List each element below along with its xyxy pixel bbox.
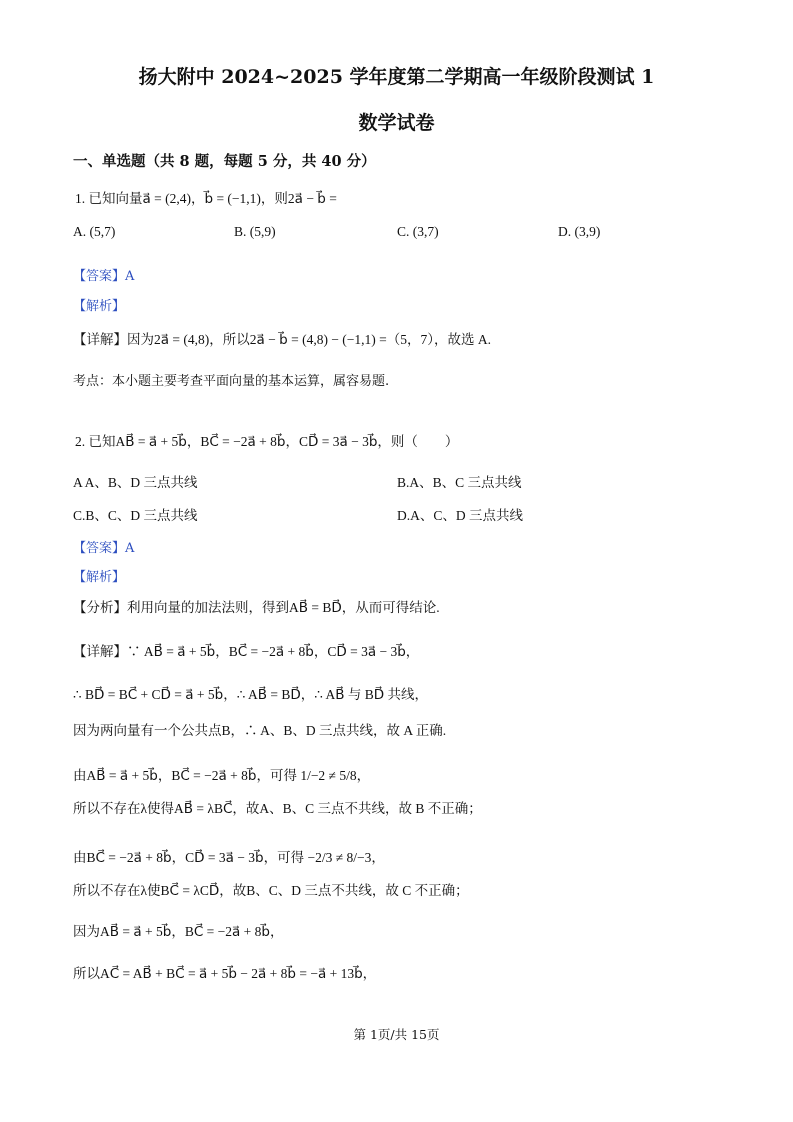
q2-detail-line: 【详解】∵ AB⃗ = a⃗ + 5b⃗，BC⃗ = −2a⃗ + 8b⃗，CD⃗ = 3a⃗ − 3b⃗，: [73, 644, 420, 659]
q2-stem: 2. 已知AB⃗ = a⃗ + 5b⃗，BC⃗ = −2a⃗ + 8b⃗，CD⃗ = 3a⃗ − 3b⃗，则（ ）: [75, 434, 459, 449]
q1-detail: 【详解】因为2a⃗ = (4,8)，所以2a⃗ − b⃗ = (4,8) − (−1,1) =（5，7），故选 A.: [73, 332, 492, 347]
q1-answer: 【答案】A: [73, 269, 135, 284]
q2-detail-line: 所以不存在λ使得AB⃗ = λBC⃗，故A、B、C 三点不共线，故 B 不正确；: [73, 801, 482, 816]
q2-detail-line: 因为AB⃗ = a⃗ + 5b⃗，BC⃗ = −2a⃗ + 8b⃗，: [73, 924, 284, 939]
document-subtitle: 数学试卷: [358, 112, 435, 134]
q2-analysis: 【解析】: [73, 570, 126, 585]
q1-option-c: C. (3,7): [397, 224, 439, 239]
q1-option-d: D. (3,9): [558, 224, 601, 239]
q2-option-c: C.B、C、D 三点共线: [73, 508, 198, 523]
q2-answer: 【答案】A: [73, 541, 135, 556]
q2-detail-line: 所以AC⃗ = AB⃗ + BC⃗ = a⃗ + 5b⃗ − 2a⃗ + 8b⃗ = −a⃗ + 13b⃗，: [73, 966, 377, 981]
section-heading: 一、单选题（共 8 题，每题 5 分，共 40 分）: [73, 153, 376, 170]
q1-stem: 1. 已知向量a⃗ = (2,4)，b⃗ = (−1,1)，则2a⃗ − b⃗ =: [75, 191, 337, 206]
q2-option-d: D.A、C、D 三点共线: [397, 508, 524, 523]
q2-fenxi: 【分析】利用向量的加法法则，得到AB⃗ = BD⃗，从而可得结论.: [73, 600, 440, 615]
q2-detail-line: 由AB⃗ = a⃗ + 5b⃗，BC⃗ = −2a⃗ + 8b⃗，可得 1/−2 ≠ 5/8，: [73, 768, 371, 783]
q2-detail-line: ∴ BD⃗ = BC⃗ + CD⃗ = a⃗ + 5b⃗，∴ AB⃗ = BD⃗，∴ AB⃗ 与 BD⃗ 共线，: [73, 687, 428, 702]
q2-option-a: A A、B、D 三点共线: [73, 475, 198, 490]
q2-detail-line: 因为两向量有一个公共点B，∴ A、B、D 三点共线，故 A 正确.: [73, 723, 447, 738]
document-title: 扬大附中 2024~2025 学年度第二学期高一年级阶段测试 1: [138, 66, 655, 88]
q2-detail-line: 所以不存在λ使BC⃗ = λCD⃗，故B、C、D 三点不共线，故 C 不正确；: [73, 883, 469, 898]
q1-note: 考点：本小题主要考查平面向量的基本运算，属容易题.: [73, 374, 390, 389]
q2-option-b: B.A、B、C 三点共线: [397, 475, 522, 490]
q1-analysis: 【解析】: [73, 299, 126, 314]
q2-detail-line: 由BC⃗ = −2a⃗ + 8b⃗，CD⃗ = 3a⃗ − 3b⃗，可得 −2/3 ≠ 8/−3，: [73, 850, 385, 865]
q1-option-a: A. (5,7): [73, 224, 116, 239]
page-footer: 第 1页/共 15页: [353, 1027, 440, 1042]
q1-option-b: B. (5,9): [234, 224, 276, 239]
